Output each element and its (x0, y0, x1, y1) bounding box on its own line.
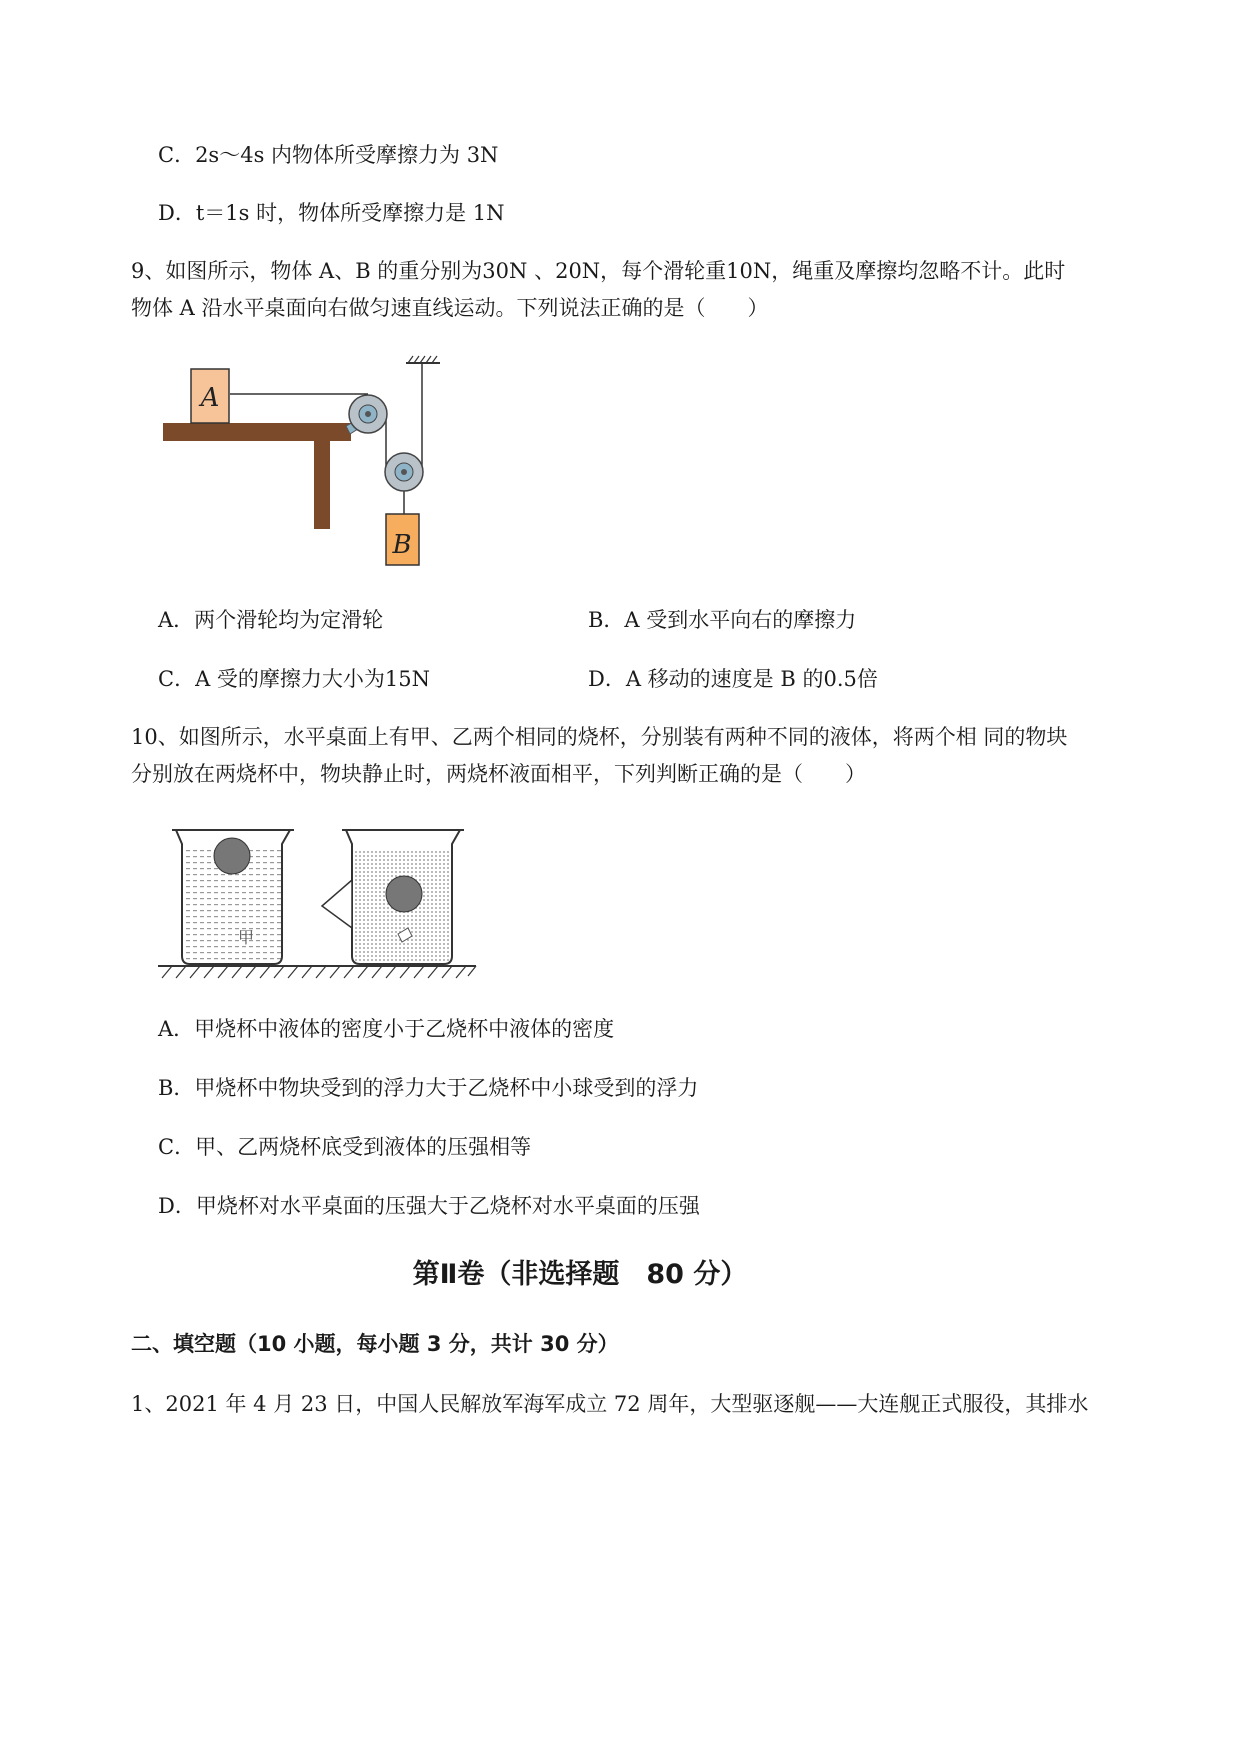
question-10-line-1: 10、如图所示，水平桌面上有甲、乙两个相同的烧杯，分别装有两种不同的液体，将两个相 同的物块 (131, 725, 1068, 749)
section-title: 第Ⅱ卷（非选择题 80 分） (412, 1259, 748, 1290)
beaker-yi (322, 830, 464, 964)
q9-option-d: D．A 移动的速度是 B 的0.5倍 (588, 667, 878, 691)
spout (322, 880, 352, 928)
q9-option-c: C．A 受的摩擦力大小为15N (158, 667, 431, 691)
ball-yi (386, 876, 422, 912)
q9-option-a: A．两个滑轮均为定滑轮 (158, 608, 384, 632)
fixed-pulley (349, 395, 387, 433)
option-c-prev: C．2s～4s 内物体所受摩擦力为 3N (158, 143, 499, 167)
fill-question-1-line-1: 1、2021 年 4 月 23 日，中国人民解放军海军成立 72 周年，大型驱逐舰——大连舰正式服役，其排水 (131, 1392, 1089, 1416)
table-top (163, 423, 351, 441)
block-a-label: A (200, 383, 220, 413)
movable-pulley (385, 453, 423, 491)
question-9-line-1: 9、如图所示，物体 A、B 的重分别为30N 、20N，每个滑轮重10N，绳重及摩擦均忽略不计。此时 (131, 259, 1066, 283)
q10-option-b: B．甲烧杯中物块受到的浮力大于乙烧杯中小球受到的浮力 (158, 1076, 699, 1100)
pulley-figure (150, 350, 460, 575)
q9-option-b: B．A 受到水平向右的摩擦力 (588, 608, 857, 632)
q10-option-d: D．甲烧杯对水平桌面的压强大于乙烧杯对水平桌面的压强 (158, 1194, 700, 1218)
q10-option-a: A．甲烧杯中液体的密度小于乙烧杯中液体的密度 (158, 1017, 615, 1041)
option-d-prev: D．t＝1s 时，物体所受摩擦力是 1N (158, 201, 505, 225)
beaker-figure (150, 818, 485, 986)
question-10-line-2: 分别放在两烧杯中，物块静止时，两烧杯液面相平，下列判断正确的是（ ） (131, 762, 866, 786)
question-9-line-2: 物体 A 沿水平桌面向右做匀速直线运动。下列说法正确的是（ ） (131, 296, 769, 320)
beaker-jia (172, 830, 294, 964)
table-leg (314, 441, 330, 529)
label-jia: 甲 (238, 928, 255, 947)
q10-option-c: C．甲、乙两烧杯底受到液体的压强相等 (158, 1135, 532, 1159)
ball-jia (214, 838, 250, 874)
section-heading: 二、填空题（10 小题，每小题 3 分，共计 30 分） (131, 1332, 619, 1356)
block-b-label: B (392, 530, 412, 560)
